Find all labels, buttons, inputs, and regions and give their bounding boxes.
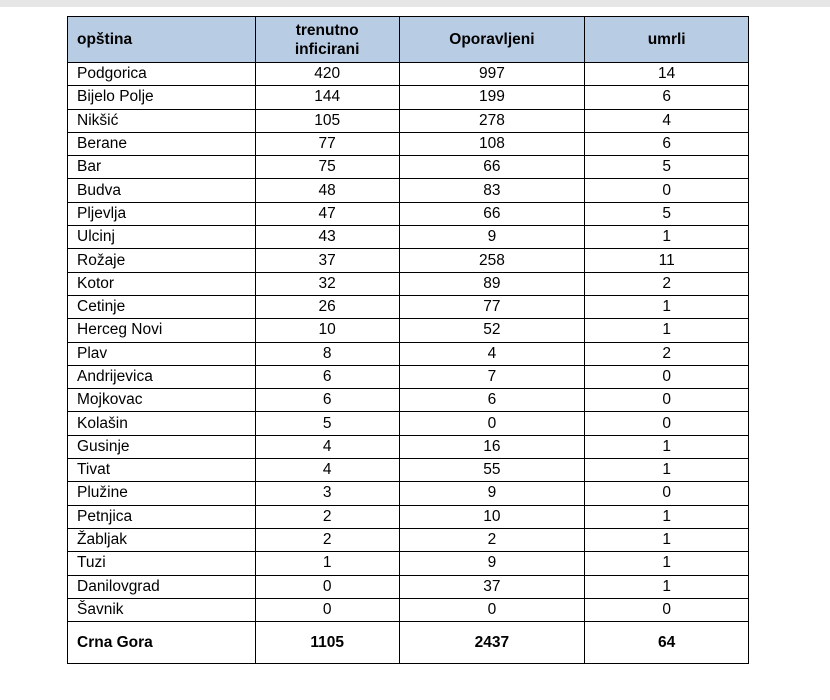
cell-recovered: 9 bbox=[399, 552, 585, 575]
cell-active: 0 bbox=[255, 598, 399, 621]
cell-deaths: 1 bbox=[585, 505, 749, 528]
cell-active: 105 bbox=[255, 109, 399, 132]
cell-active: 37 bbox=[255, 249, 399, 272]
cell-deaths: 1 bbox=[585, 226, 749, 249]
cell-recovered: 16 bbox=[399, 435, 585, 458]
table-row bbox=[68, 63, 749, 86]
cell-active: 1 bbox=[255, 552, 399, 575]
cell-active: 75 bbox=[255, 156, 399, 179]
cell-recovered: 6 bbox=[399, 389, 585, 412]
cell-municipality: Ulcinj bbox=[68, 226, 256, 249]
cell-active: 6 bbox=[255, 389, 399, 412]
cell-deaths: 1 bbox=[585, 435, 749, 458]
cell-municipality: Tivat bbox=[68, 459, 256, 482]
table-row bbox=[68, 505, 749, 528]
cell-municipality: Kotor bbox=[68, 272, 256, 295]
cell-deaths: 1 bbox=[585, 319, 749, 342]
cell-municipality: Gusinje bbox=[68, 435, 256, 458]
cell-municipality: Berane bbox=[68, 132, 256, 155]
cell-municipality: Danilovgrad bbox=[68, 575, 256, 598]
page-top-strip bbox=[0, 0, 830, 7]
cell-municipality: Herceg Novi bbox=[68, 319, 256, 342]
cell-deaths: 6 bbox=[585, 86, 749, 109]
cell-recovered: 10 bbox=[399, 505, 585, 528]
total-active: 1105 bbox=[255, 622, 399, 664]
cell-recovered: 7 bbox=[399, 365, 585, 388]
cell-municipality: Bijelo Polje bbox=[68, 86, 256, 109]
cell-recovered: 66 bbox=[399, 202, 585, 225]
cell-recovered: 55 bbox=[399, 459, 585, 482]
total-deaths: 64 bbox=[585, 622, 749, 664]
cell-deaths: 0 bbox=[585, 482, 749, 505]
table-row bbox=[68, 482, 749, 505]
cell-deaths: 5 bbox=[585, 202, 749, 225]
cell-municipality: Šavnik bbox=[68, 598, 256, 621]
total-recovered: 2437 bbox=[399, 622, 585, 664]
cell-municipality: Tuzi bbox=[68, 552, 256, 575]
cell-active: 32 bbox=[255, 272, 399, 295]
cell-deaths: 0 bbox=[585, 179, 749, 202]
cell-municipality: Bar bbox=[68, 156, 256, 179]
cell-active: 3 bbox=[255, 482, 399, 505]
cell-deaths: 1 bbox=[585, 528, 749, 551]
table-row bbox=[68, 412, 749, 435]
cell-recovered: 0 bbox=[399, 412, 585, 435]
header-active-infected bbox=[255, 17, 399, 63]
table-row bbox=[68, 528, 749, 551]
cell-municipality: Plav bbox=[68, 342, 256, 365]
cell-active: 48 bbox=[255, 179, 399, 202]
table-row bbox=[68, 226, 749, 249]
cell-municipality: Petnjica bbox=[68, 505, 256, 528]
cell-recovered: 9 bbox=[399, 482, 585, 505]
cell-municipality: Budva bbox=[68, 179, 256, 202]
cell-municipality: Pljevlja bbox=[68, 202, 256, 225]
cell-municipality: Žabljak bbox=[68, 528, 256, 551]
cell-active: 5 bbox=[255, 412, 399, 435]
cell-active: 4 bbox=[255, 459, 399, 482]
cell-recovered: 77 bbox=[399, 295, 585, 318]
cell-active: 2 bbox=[255, 505, 399, 528]
table-row bbox=[68, 598, 749, 621]
table-row bbox=[68, 319, 749, 342]
cell-active: 2 bbox=[255, 528, 399, 551]
header-recovered: Oporavljeni bbox=[399, 17, 585, 63]
total-row bbox=[68, 622, 749, 664]
cell-active: 77 bbox=[255, 132, 399, 155]
cell-deaths: 0 bbox=[585, 412, 749, 435]
table-header-row bbox=[68, 17, 749, 63]
cell-recovered: 108 bbox=[399, 132, 585, 155]
table-row bbox=[68, 109, 749, 132]
cell-recovered: 89 bbox=[399, 272, 585, 295]
cell-active: 144 bbox=[255, 86, 399, 109]
covid-municipality-table bbox=[67, 16, 749, 664]
cell-active: 47 bbox=[255, 202, 399, 225]
cell-deaths: 0 bbox=[585, 389, 749, 412]
cell-deaths: 1 bbox=[585, 459, 749, 482]
cell-recovered: 37 bbox=[399, 575, 585, 598]
cell-recovered: 997 bbox=[399, 63, 585, 86]
table-row bbox=[68, 272, 749, 295]
cell-recovered: 199 bbox=[399, 86, 585, 109]
cell-active: 420 bbox=[255, 63, 399, 86]
table-row bbox=[68, 295, 749, 318]
cell-recovered: 52 bbox=[399, 319, 585, 342]
cell-active: 8 bbox=[255, 342, 399, 365]
cell-recovered: 4 bbox=[399, 342, 585, 365]
table-row bbox=[68, 389, 749, 412]
table-row bbox=[68, 249, 749, 272]
cell-deaths: 14 bbox=[585, 63, 749, 86]
table-row bbox=[68, 86, 749, 109]
cell-municipality: Rožaje bbox=[68, 249, 256, 272]
cell-deaths: 1 bbox=[585, 575, 749, 598]
cell-deaths: 5 bbox=[585, 156, 749, 179]
cell-active: 0 bbox=[255, 575, 399, 598]
cell-municipality: Mojkovac bbox=[68, 389, 256, 412]
cell-municipality: Plužine bbox=[68, 482, 256, 505]
total-name: Crna Gora bbox=[68, 622, 256, 664]
table-row bbox=[68, 552, 749, 575]
cell-municipality: Andrijevica bbox=[68, 365, 256, 388]
cell-recovered: 278 bbox=[399, 109, 585, 132]
cell-recovered: 83 bbox=[399, 179, 585, 202]
table-body bbox=[68, 63, 749, 622]
cell-active: 4 bbox=[255, 435, 399, 458]
cell-municipality: Nikšić bbox=[68, 109, 256, 132]
cell-municipality: Kolašin bbox=[68, 412, 256, 435]
header-municipality: opština bbox=[68, 17, 256, 63]
cell-active: 10 bbox=[255, 319, 399, 342]
cell-recovered: 258 bbox=[399, 249, 585, 272]
table-row bbox=[68, 342, 749, 365]
table-row bbox=[68, 575, 749, 598]
table-row bbox=[68, 459, 749, 482]
table-row bbox=[68, 202, 749, 225]
cell-deaths: 0 bbox=[585, 598, 749, 621]
cell-recovered: 0 bbox=[399, 598, 585, 621]
table-row bbox=[68, 435, 749, 458]
cell-deaths: 0 bbox=[585, 365, 749, 388]
table-row bbox=[68, 179, 749, 202]
cell-active: 43 bbox=[255, 226, 399, 249]
cell-deaths: 11 bbox=[585, 249, 749, 272]
cell-recovered: 2 bbox=[399, 528, 585, 551]
cell-municipality: Podgorica bbox=[68, 63, 256, 86]
table-row bbox=[68, 365, 749, 388]
cell-active: 6 bbox=[255, 365, 399, 388]
cell-recovered: 66 bbox=[399, 156, 585, 179]
cell-deaths: 1 bbox=[585, 552, 749, 575]
cell-active: 26 bbox=[255, 295, 399, 318]
cell-deaths: 4 bbox=[585, 109, 749, 132]
table-row bbox=[68, 132, 749, 155]
cell-deaths: 6 bbox=[585, 132, 749, 155]
cell-deaths: 2 bbox=[585, 272, 749, 295]
cell-municipality: Cetinje bbox=[68, 295, 256, 318]
cell-deaths: 1 bbox=[585, 295, 749, 318]
header-deaths: umrli bbox=[585, 17, 749, 63]
header-active-line2: inficirani bbox=[294, 40, 360, 58]
header-active-line1: trenutno bbox=[295, 21, 359, 39]
cell-deaths: 2 bbox=[585, 342, 749, 365]
table-row bbox=[68, 156, 749, 179]
cell-recovered: 9 bbox=[399, 226, 585, 249]
